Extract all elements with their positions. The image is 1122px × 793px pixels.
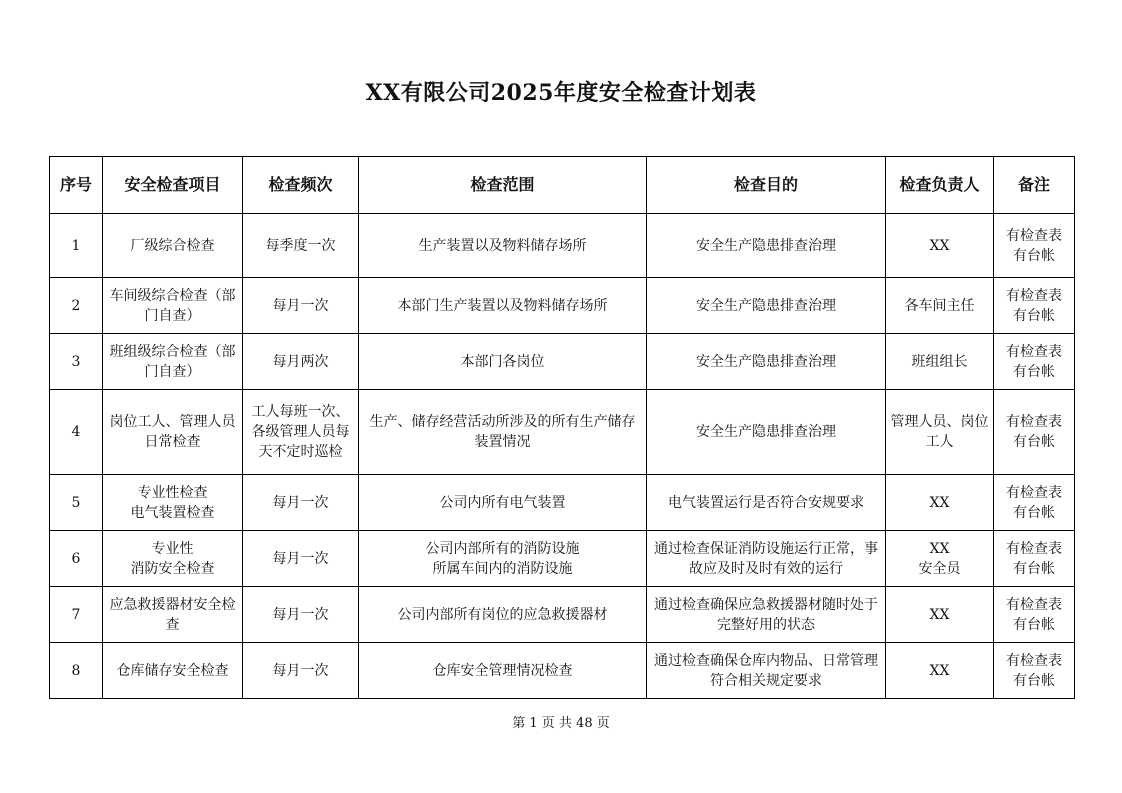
cell-scope: 公司内部所有岗位的应急救援器材 [359, 587, 647, 643]
cell-note [994, 334, 1075, 390]
header-purpose: 检查目的 [647, 157, 886, 214]
table-row [50, 214, 1075, 278]
page-number-footer: 第 1 页 共 48 页 [512, 716, 610, 731]
cell-no: 2 [50, 278, 103, 334]
cell-frequency: 每月一次 [243, 475, 359, 531]
item-line-2: 消防安全检查 [130, 560, 215, 577]
page-title: XX有限公司2025年度安全检查计划表 [365, 80, 757, 106]
cell-scope [359, 531, 647, 587]
item-line-2: 电气装置检查 [130, 504, 215, 521]
cell-owner: 班组组长 [886, 334, 994, 390]
cell-purpose: 电气装置运行是否符合安规要求 [647, 475, 886, 531]
item-line-1: 专业性 [151, 540, 194, 557]
cell-note [994, 587, 1075, 643]
cell-frequency: 每月两次 [243, 334, 359, 390]
cell-note [994, 643, 1075, 699]
note-ledger: 有台帐 [1013, 616, 1055, 633]
header-owner: 检查负责人 [886, 157, 994, 214]
table-header-row [50, 157, 1075, 214]
cell-scope: 本部门生产装置以及物料储存场所 [359, 278, 647, 334]
cell-frequency: 每季度一次 [243, 214, 359, 278]
note-checklist: 有检查表 [1006, 227, 1062, 244]
note-checklist: 有检查表 [1006, 343, 1062, 360]
cell-note [994, 390, 1075, 475]
cell-no: 4 [50, 390, 103, 475]
cell-no: 3 [50, 334, 103, 390]
cell-item: 厂级综合检查 [103, 214, 243, 278]
cell-item [103, 531, 243, 587]
cell-scope: 生产、储存经营活动所涉及的所有生产储存装置情况 [359, 390, 647, 475]
cell-scope: 公司内所有电气装置 [359, 475, 647, 531]
note-ledger: 有台帐 [1013, 504, 1055, 521]
cell-note [994, 214, 1075, 278]
note-checklist: 有检查表 [1006, 652, 1062, 669]
cell-frequency: 每月一次 [243, 531, 359, 587]
cell-purpose: 安全生产隐患排查治理 [647, 278, 886, 334]
cell-frequency: 每月一次 [243, 278, 359, 334]
table-row [50, 334, 1075, 390]
cell-owner: XX [886, 643, 994, 699]
cell-frequency: 工人每班一次、各级管理人员每天不定时巡检 [243, 390, 359, 475]
cell-item: 岗位工人、管理人员日常检查 [103, 390, 243, 475]
header-item: 安全检查项目 [103, 157, 243, 214]
note-checklist: 有检查表 [1006, 414, 1062, 430]
cell-no: 1 [50, 214, 103, 278]
cell-item: 车间级综合检查（部门自查） [103, 278, 243, 334]
owner-line-2: 安全员 [918, 560, 961, 577]
cell-note [994, 278, 1075, 334]
owner-line-1: XX [929, 540, 950, 557]
header-note: 备注 [994, 157, 1075, 214]
note-checklist: 有检查表 [1006, 287, 1062, 304]
note-checklist: 有检查表 [1006, 540, 1062, 557]
cell-scope: 生产装置以及物料储存场所 [359, 214, 647, 278]
header-frequency: 检查频次 [243, 157, 359, 214]
table-row [50, 390, 1075, 475]
cell-purpose: 安全生产隐患排查治理 [647, 214, 886, 278]
cell-no: 8 [50, 643, 103, 699]
cell-owner [886, 531, 994, 587]
cell-purpose: 安全生产隐患排查治理 [647, 334, 886, 390]
cell-item: 仓库储存安全检查 [103, 643, 243, 699]
cell-note [994, 531, 1075, 587]
table-row [50, 643, 1075, 699]
table-row [50, 475, 1075, 531]
scope-line-1: 公司内部所有的消防设施 [425, 540, 580, 557]
item-line-1: 专业性检查 [137, 484, 208, 501]
cell-purpose: 安全生产隐患排查治理 [647, 390, 886, 475]
note-checklist: 有检查表 [1006, 596, 1062, 613]
cell-item [103, 475, 243, 531]
note-ledger: 有台帐 [1013, 363, 1055, 380]
cell-scope: 本部门各岗位 [359, 334, 647, 390]
cell-owner: XX [886, 587, 994, 643]
cell-item: 班组级综合检查（部门自查） [103, 334, 243, 390]
cell-purpose: 通过检查确保仓库内物品、日常管理符合相关规定要求 [647, 643, 886, 699]
header-no: 序号 [50, 157, 103, 214]
cell-frequency: 每月一次 [243, 587, 359, 643]
note-checklist: 有检查表 [1006, 484, 1062, 501]
note-ledger: 有台帐 [1013, 560, 1055, 577]
cell-owner: XX [886, 214, 994, 278]
table-row [50, 531, 1075, 587]
inspection-plan-table [49, 156, 1075, 699]
table-row [50, 587, 1075, 643]
cell-owner: 管理人员、岗位工人 [886, 390, 994, 475]
table-row [50, 278, 1075, 334]
cell-no: 7 [50, 587, 103, 643]
header-scope: 检查范围 [359, 157, 647, 214]
scope-line-2: 所属车间内的消防设施 [432, 560, 573, 577]
note-ledger: 有台帐 [1013, 247, 1055, 264]
cell-owner: 各车间主任 [886, 278, 994, 334]
note-ledger: 有台帐 [1013, 672, 1055, 689]
cell-item: 应急救援器材安全检查 [103, 587, 243, 643]
note-ledger: 有台帐 [1013, 434, 1055, 450]
cell-owner: XX [886, 475, 994, 531]
cell-no: 6 [50, 531, 103, 587]
cell-no: 5 [50, 475, 103, 531]
cell-purpose: 通过检查确保应急救援器材随时处于完整好用的状态 [647, 587, 886, 643]
cell-note [994, 475, 1075, 531]
cell-purpose: 通过检查保证消防设施运行正常，事故应及时及时有效的运行 [647, 531, 886, 587]
cell-scope: 仓库安全管理情况检查 [359, 643, 647, 699]
note-ledger: 有台帐 [1013, 307, 1055, 324]
cell-frequency: 每月一次 [243, 643, 359, 699]
